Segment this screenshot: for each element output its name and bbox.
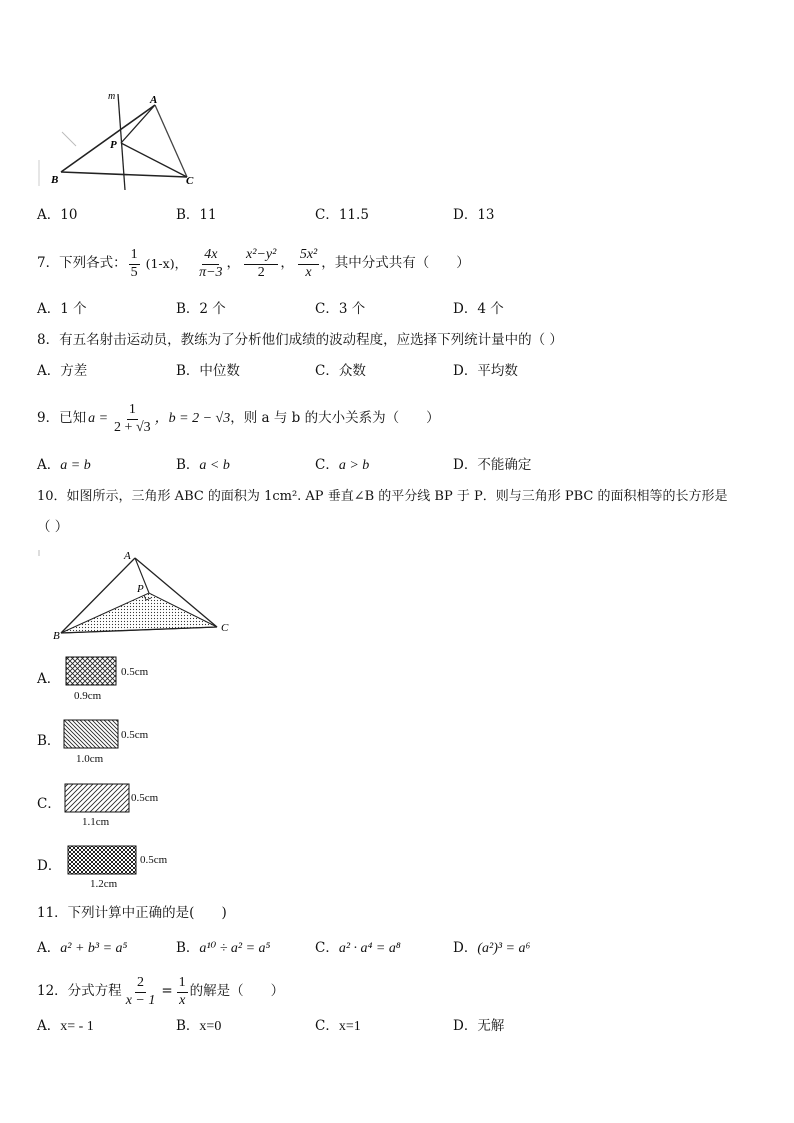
q7-fraction-3 [244,248,278,280]
q6-label-b: B [51,174,59,186]
q7-fraction-1 [129,248,140,280]
option-text: 2 个 [199,301,226,317]
fraction-numerator: 1 [127,403,138,420]
option-text: 众数 [338,363,366,379]
q6-option-b [176,209,217,223]
option-text: 4 个 [477,301,504,317]
q6-side-ac [155,105,187,177]
q7-fraction-2 [197,248,224,280]
option-text: 10 [60,207,78,223]
q10-stem-line1: 10．如图所示，三角形 ABC 的面积为 1cm². AP 垂直∠B 的平分线 BP 于 P．则与三角形 PBC 的面积相等的长方形是 [37,489,728,504]
fraction-numerator: 5x² [298,248,319,265]
option-letter: B． [176,301,200,317]
option-text: 1 个 [60,301,87,317]
q11-stem: 11．下列计算中正确的是( ) [37,905,227,921]
q7-suffix: ，其中分式共有（ ） [321,255,470,272]
fraction-numerator: 1 [177,976,188,993]
q10-option-b-height: 0.5cm [121,729,149,741]
option-letter: C． [315,363,339,379]
option-text: a² + b³ = a⁵ [60,941,128,956]
q9-option-d [453,459,531,473]
option-letter: C． [315,1018,339,1034]
q6-seg-pa [121,105,155,143]
q10-option-d-width: 1.2cm [90,878,118,890]
option-letter: D． [453,457,478,473]
q10-figure [36,548,236,642]
option-letter: B． [176,940,200,956]
fraction-numerator: 2 [135,976,146,993]
q8-option-c [315,365,366,379]
q6-side-ba [61,105,155,172]
q10-stem-line2: （ ） [37,519,69,535]
option-letter: D． [453,1018,478,1034]
q10-option-a-letter: A． [37,671,61,687]
option-letter: A． [37,940,61,956]
option-text: 方差 [60,363,88,379]
q11-option-b [176,942,270,956]
q6-figure [36,88,206,192]
option-letter: A． [37,207,61,223]
q12-equals: = [161,983,173,1000]
option-letter: B． [176,363,200,379]
q7-stem [37,242,470,286]
fraction-denominator: x − 1 [125,992,156,1008]
option-text: 13 [477,207,495,223]
q6-edge-mark [62,132,76,146]
option-text: 11.5 [338,207,369,223]
option-letter: A． [37,457,61,473]
q10-option-a-height: 0.5cm [121,666,149,678]
q10-option-c-height: 0.5cm [131,792,159,804]
q6-option-a [37,209,77,223]
fraction-denominator: π−3 [199,264,223,280]
q12-suffix: 的解是（ ） [189,983,285,1000]
q11-option-a [37,942,127,956]
q9-prefix: 9．已知 [37,410,87,427]
fraction-numerator: 1 [129,248,140,265]
option-letter: D． [453,363,478,379]
q10-label-b: B [53,630,60,642]
q10-shaded-pbc [61,593,217,633]
option-letter: C． [315,301,339,317]
q8-option-a [37,365,87,379]
q10-option-d-letter: D． [37,858,62,874]
q6-label-c: C [186,175,194,187]
option-letter: D． [453,940,478,956]
q7-sep: ， [280,255,294,272]
q6-option-c [315,209,369,223]
q12-stem [37,970,284,1014]
q9-option-a [37,459,91,473]
option-letter: B． [176,207,200,223]
option-text: a = b [60,458,91,473]
q7-sep: ， [226,255,241,272]
option-letter: B． [176,1018,200,1034]
option-text: x= - 1 [60,1019,94,1034]
option-letter: C． [315,207,339,223]
q6-label-m: m [108,91,116,102]
q7-option-b [176,303,226,317]
q8-stem: 8．有五名射击运动员，教练为了分析他们成绩的波动程度，应选择下列统计量中的（ ） [37,332,563,348]
q7-option-d [453,303,504,317]
q6-seg-pc [121,143,187,177]
option-letter: A． [37,363,61,379]
option-text: 不能确定 [477,457,532,473]
q10-option-c-width: 1.1cm [82,816,110,828]
option-letter: C． [315,940,339,956]
q9-b-expr: ，b = 2 − √3 [154,411,231,426]
q12-right-fraction [177,976,188,1008]
option-text: 中位数 [199,363,240,379]
q7-option-a [37,303,87,317]
q10-option-a-rect [65,656,117,686]
fraction-denominator: x [179,992,186,1008]
option-letter: D． [453,301,478,317]
q9-option-c [315,459,369,473]
q11-option-c [315,942,401,956]
q10-option-c-letter: C． [37,796,61,812]
fraction-numerator: x²−y² [244,248,278,265]
option-text: (a²)³ = a⁶ [477,941,531,956]
option-text: 无解 [477,1018,505,1034]
option-text: 11 [199,207,217,223]
option-text: a² · a⁴ = a⁸ [338,941,401,956]
option-letter: D． [453,207,478,223]
q10-label-a: A [124,550,131,562]
q10-option-c-rect [64,783,130,813]
fraction-denominator: 2 [257,264,265,280]
q9-stem [37,397,440,441]
q10-option-b-letter: B． [37,733,61,749]
fraction-numerator: 4x [202,248,219,265]
q10-option-d-rect [67,845,137,875]
q7-after-f1: (1-x)， [145,255,188,271]
q12-prefix: 12．分式方程 [37,983,122,1000]
q11-option-d [453,942,530,956]
option-text: a > b [338,458,370,473]
q12-option-a [37,1020,94,1034]
option-letter: A． [37,301,61,317]
q7-prefix: 7．下列各式： [37,255,127,272]
q7-fraction-4 [298,248,319,280]
q10-option-a-width: 0.9cm [74,690,102,702]
option-text: a < b [199,458,230,473]
q10-label-p: P [137,583,144,595]
q7-option-c [315,303,365,317]
option-text: 3 个 [338,301,366,317]
q9-a-fraction [112,403,153,435]
fraction-denominator: 5 [130,264,138,280]
q9-option-b [176,459,230,473]
q9-suffix: ，则 a 与 b 的大小关系为（ ） [230,410,440,427]
option-letter: C． [315,457,339,473]
q8-option-d [453,365,518,379]
option-text: a¹⁰ ÷ a² = a⁵ [199,941,271,956]
option-text: x=1 [338,1019,361,1034]
fraction-denominator: 2 + √3 [114,419,151,435]
q10-option-b-rect [63,719,119,749]
option-letter: B． [176,457,200,473]
option-letter: A． [37,1018,61,1034]
q6-option-d [453,209,495,223]
q8-option-b [176,365,240,379]
option-text: x=0 [199,1019,222,1034]
fraction-denominator: x [305,264,312,280]
q10-option-d-height: 0.5cm [140,854,168,866]
q12-option-b [176,1020,221,1034]
q6-label-a: A [150,94,158,106]
q9-a-lhs: a = [88,411,109,426]
q12-option-c [315,1020,361,1034]
q12-left-fraction [124,976,158,1008]
option-text: 平均数 [477,363,518,379]
q12-option-d [453,1020,504,1034]
q10-option-b-width: 1.0cm [76,753,104,765]
q10-label-c: C [221,622,229,634]
q6-label-p: P [110,139,117,151]
